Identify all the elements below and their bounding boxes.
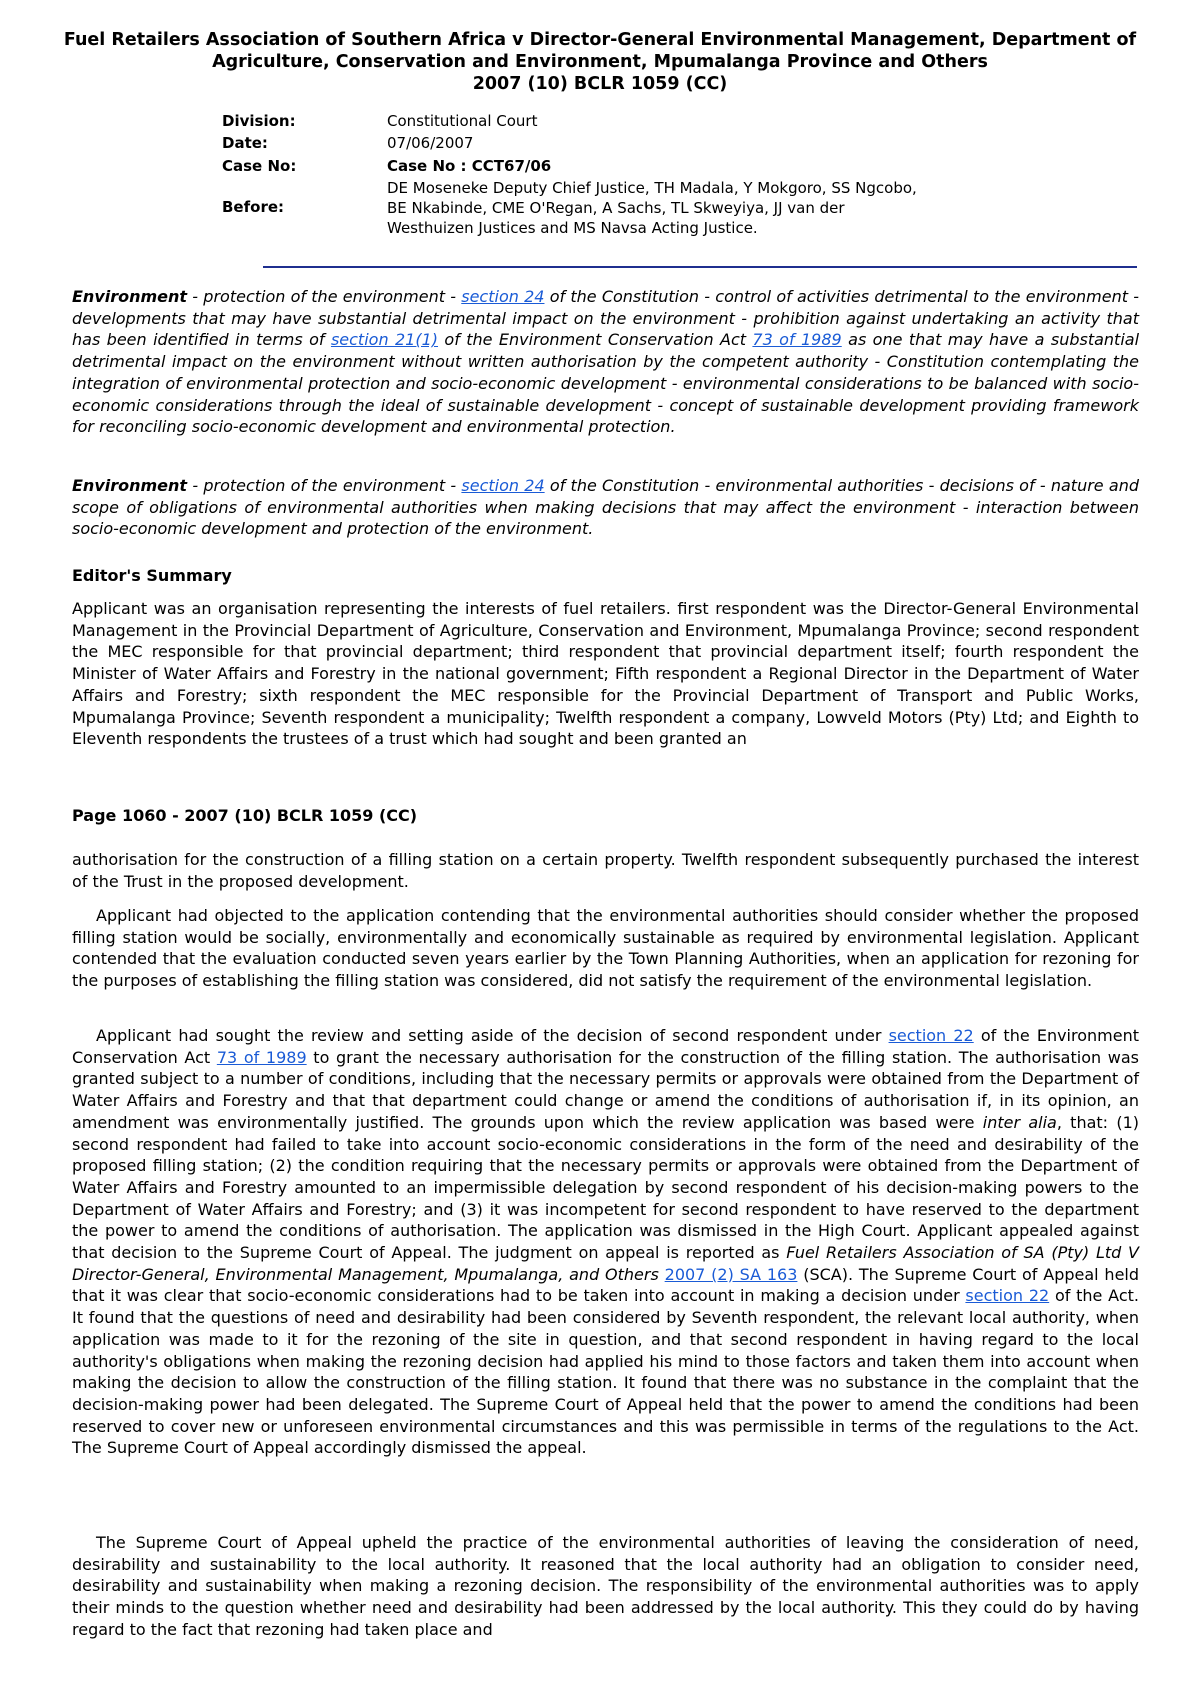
division-label: Division: — [222, 111, 296, 130]
p4-text-d: , that: (1) second respondent had failed to take into account socio-economic considerations in the form of the need and desirability of the proposed filling station; (2) the condition requiring that the necessary permits or approvals were obtained from the Department of Water Affairs and Forestry amounted to an impermissible delegation by second respondent of his decision-making powers to the Department of Water Affairs and Forestry; and (3) it was incompetent for second respondent to have reserved to the department the power to amend the conditions of authorisation. The application was dismissed in the High Court. Applicant appealed against that decision to the Supreme Court of Appeal. The judgment on appeal is reported as — [72, 1112, 1140, 1263]
catchword-2-text-b: of the Constitution - environmental authorities - decisions of - nature and scope of obligations of environmental authorities when making decisions that may affect the environment - interaction between socio-economic development and protection of the environment. — [72, 476, 1139, 539]
catchword-2 — [72, 475, 1139, 540]
page-break-heading: Page 1060 - 2007 (10) BCLR 1059 (CC) — [72, 806, 418, 825]
editors-summary-heading: Editor's Summary — [72, 566, 232, 585]
summary-p1-text: Applicant was an organisation representing the interests of fuel retailers. first respondent was the Director-General Environmental Management in the Provincial Department of Agriculture, Conservation and Environment, Mpumalanga Province; second respondent the MEC responsible for that provincial department; third respondent that provincial department itself; fourth respondent the Minister of Water Affairs and Forestry in the national government; Fifth respondent a Regional Director in the Department of Water Affairs and Forestry; sixth respondent the MEC responsible for the Provincial Department of Transport and Public Works, Mpumalanga Province; Seventh respondent a municipality; Twelfth respondent a company, Lowveld Motors (Pty) Ltd; and Eighth to Eleventh respondents the trustees of a trust which had sought and been granted an — [72, 599, 1139, 749]
summary-p5-text: The Supreme Court of Appeal upheld the practice of the environmental authorities of leaving the consideration of need, desirability and sustainability to the local authority. It reasoned that the local authority had an obligation to consider need, desirability and sustainability when making a rezoning decision. The responsibility of the environmental authorities was to apply their minds to the question whether need and desirability had been addressed by the local authority. This they could do by having regard to the fact that rezoning had taken place and — [72, 1533, 1139, 1639]
meta-row-case-no — [222, 155, 997, 178]
p4-case-citation-title: Fuel Retailers Association of SA (Pty) Ltd V Director-General, Environmental Management, Mpumalanga, and Others — [72, 1243, 1140, 1284]
before-line-3: Westhuizen Justices and MS Navsa Acting Justice. — [387, 218, 758, 237]
case-meta-table — [222, 110, 997, 238]
before-line-1: DE Moseneke Deputy Chief Justice, TH Madala, Y Mokgoro, SS Ngcobo, — [387, 178, 917, 197]
catchword-2-text-a: - protection of the environment - — [187, 476, 462, 495]
case-no-value: Case No : CCT67/06 — [387, 156, 552, 175]
p4-inter-alia: inter alia — [982, 1112, 1057, 1132]
header-divider — [263, 266, 1137, 268]
summary-paragraph-3 — [72, 905, 1139, 992]
section-22-link[interactable]: section 22 — [888, 1026, 974, 1045]
catchword-1-text-d: as one that may have a substantial detrimental impact on the environment without written authorisation by the competent authority - Constitution contemplating the integration of environmental protection and socio-economic development - environmental considerations to be balanced with socio-economic considerations through the ideal of sustainable development - concept of sustainable development providing framework for reconciling socio-economic development and environmental protection. — [72, 330, 1140, 437]
meta-row-division — [222, 110, 997, 133]
catchword-1-text-a: - protection of the environment - — [187, 287, 462, 306]
summary-paragraph-2 — [72, 849, 1139, 892]
act-73-of-1989-link-2[interactable]: 73 of 1989 — [216, 1047, 307, 1067]
title-line-1: Fuel Retailers Association of Southern Africa v Director-General Environmental Management, Department of — [63, 30, 1137, 50]
p4-text-a: Applicant had sought the review and setting aside of the decision of second respondent under — [96, 1026, 889, 1045]
summary-paragraph-4 — [72, 1025, 1139, 1459]
section-21-1-link[interactable]: section 21(1) — [330, 330, 439, 350]
catchword-1-text-c: of the Environment Conservation Act — [438, 330, 753, 350]
catchword-2-term: Environment — [72, 476, 188, 495]
before-line-2: BE Nkabinde, CME O'Regan, A Sachs, TL Skweyiya, JJ van der — [387, 198, 845, 217]
summary-paragraph-1 — [72, 598, 1139, 750]
act-73-of-1989-link[interactable]: 73 of 1989 — [752, 330, 842, 350]
catchword-1 — [72, 286, 1139, 438]
summary-p3-text: Applicant had objected to the application contending that the environmental authorities should consider whether the proposed filling station would be socially, environmentally and economically sustainable as required by environmental legislation. Applicant contended that the evaluation conducted seven years earlier by the Town Planning Authorities, when an application for rezoning for the purposes of establishing the filling station was considered, did not satisfy the requirement of the environmental legislation. — [72, 906, 1139, 991]
p4-text-c: to grant the necessary authorisation for the construction of the filling station. The authorisation was granted subject to a number of conditions, including that the necessary permits or approvals were obtained from the Department of Water Affairs and Forestry and that that department could change or amend the conditions of authorisation if, in its opinion, an amendment was environmentally justified. The grounds upon which the review application was based were — [72, 1047, 1140, 1132]
meta-row-date — [222, 133, 997, 156]
catchword-1-text-b: of the Constitution - control of activities detrimental to the environment - developments that may have substantial detrimental impact on the environment - prohibition against undertaking an activity that has been identified in terms of — [72, 287, 1139, 350]
date-label: Date: — [222, 134, 268, 153]
section-24-link[interactable]: section 24 — [461, 287, 545, 306]
division-value: Constitutional Court — [387, 111, 538, 130]
section-22-link-2[interactable]: section 22 — [965, 1286, 1050, 1306]
section-24-link-2[interactable]: section 24 — [461, 476, 545, 495]
citation: 2007 (10) BCLR 1059 (CC) — [472, 74, 728, 94]
sa-163-link[interactable]: 2007 (2) SA 163 — [664, 1264, 798, 1284]
catchword-1-term: Environment — [72, 287, 188, 306]
summary-paragraph-5 — [72, 1532, 1139, 1641]
p4-text-f: (SCA). The Supreme Court of Appeal held that it was clear that socio-economic considerations had to be taken into account in making a decision under — [72, 1264, 1140, 1306]
p4-text-g: of the Act. It found that the questions of need and desirability had been considered by Seventh respondent, the relevant local authority, when application was made to it for the rezoning of the site in question, and that second respondent in having regard to the local authority's obligations when making the rezoning decision had applied his mind to those factors and taken them into account when making the decision to allow the construction of the filling station. It found that there was no substance in the complaint that the decision-making power had been delegated. The Supreme Court of Appeal held that the power to amend the conditions had been reserved to cover new or unforeseen environmental circumstances and this was permissible in terms of the regulations to the Act. The Supreme Court of Appeal accordingly dismissed the appeal. — [72, 1286, 1139, 1458]
summary-p2-text: authorisation for the construction of a filling station on a certain property. Twelfth respondent subsequently purchased the interest of the Trust in the proposed development. — [72, 850, 1139, 891]
title-line-2: Agriculture, Conservation and Environment, Mpumalanga Province and Others — [212, 52, 988, 72]
p4-text-b: of the Environment Conservation Act — [72, 1026, 1139, 1067]
date-value: 07/06/2007 — [387, 134, 474, 153]
before-value — [387, 178, 997, 238]
meta-row-before — [222, 178, 997, 238]
case-title — [60, 29, 1140, 95]
before-label: Before: — [222, 198, 285, 216]
case-no-label: Case No: — [222, 156, 297, 175]
